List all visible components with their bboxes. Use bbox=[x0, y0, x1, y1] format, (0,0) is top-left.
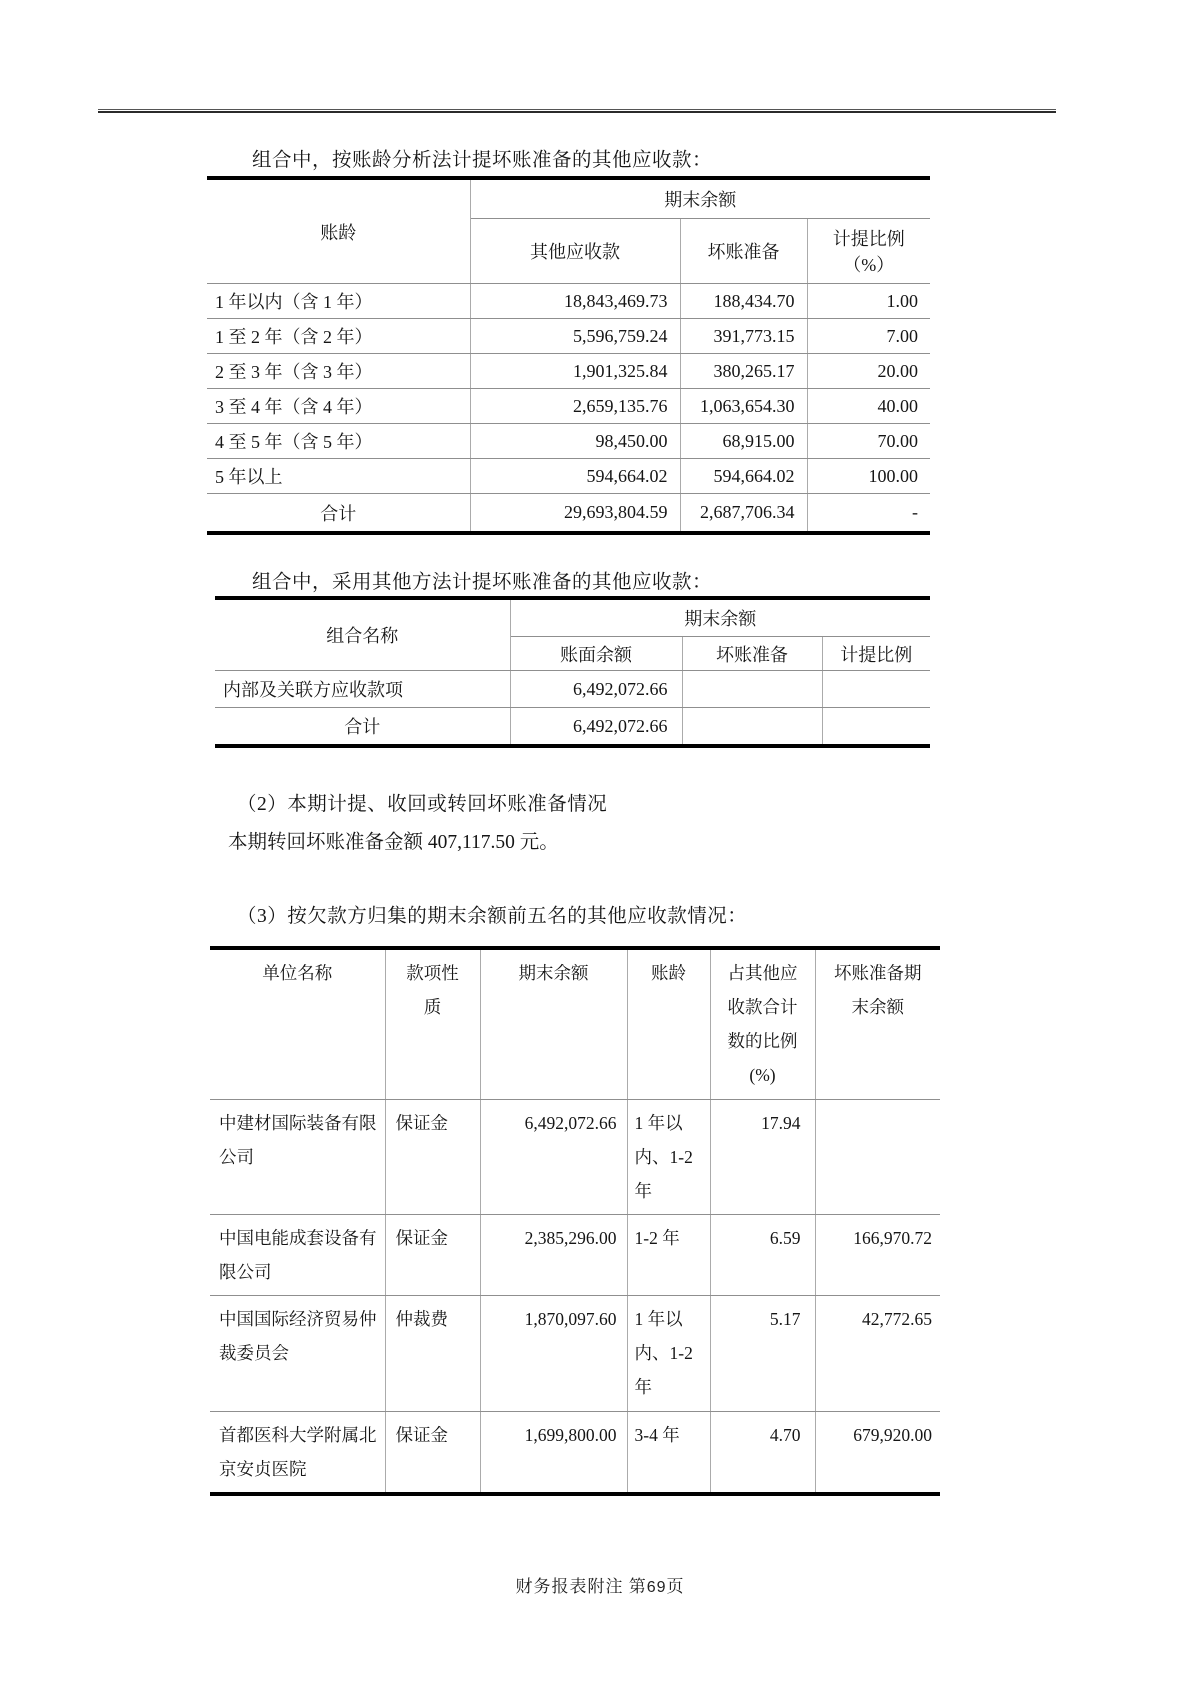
header-provision-ratio-line2: （%） bbox=[843, 255, 895, 275]
cell-ratio bbox=[822, 671, 930, 708]
header-pct-of-total-text: 占其他应收款合计数的比例(%) bbox=[727, 963, 798, 1086]
cell-provision: 594,664.02 bbox=[680, 459, 807, 494]
header-aging: 账龄 bbox=[627, 948, 710, 1099]
header-pct-of-total bbox=[710, 948, 815, 1099]
header-payment-nature bbox=[385, 948, 480, 1099]
header-provision-ratio: 计提比例 bbox=[822, 637, 930, 671]
footer-page-number: 69 bbox=[646, 1579, 667, 1596]
cell-provision: 68,915.00 bbox=[680, 424, 807, 459]
cell-unit-name: 首都医科大学附属北京安贞医院 bbox=[210, 1411, 385, 1494]
cell-ratio: 6.59 bbox=[710, 1214, 815, 1295]
cell-amount: 594,664.02 bbox=[470, 459, 680, 494]
cell-ratio: 20.00 bbox=[807, 354, 930, 389]
cell-amount: 1,901,325.84 bbox=[470, 354, 680, 389]
cell-payment-nature: 仲裁费 bbox=[385, 1296, 480, 1411]
header-bad-debt-provision: 坏账准备 bbox=[682, 637, 822, 671]
header-closing-balance: 期末余额 bbox=[480, 948, 627, 1099]
cell-balance: 6,492,072.66 bbox=[480, 1099, 627, 1214]
footer-suffix: 页 bbox=[666, 1577, 685, 1596]
table-header-row bbox=[210, 948, 940, 1099]
header-closing-balance-group: 期末余额 bbox=[470, 178, 930, 219]
header-aging: 账龄 bbox=[207, 178, 470, 284]
cell-aging: 1 年以内、1-2 年 bbox=[627, 1296, 710, 1411]
header-unit-name: 单位名称 bbox=[210, 948, 385, 1099]
table-row bbox=[207, 319, 930, 354]
cell-ratio: 5.17 bbox=[710, 1296, 815, 1411]
table-row bbox=[207, 354, 930, 389]
note2-heading: （2）本期计提、收回或转回坏账准备情况 bbox=[237, 794, 608, 815]
cell-unit-name: 中建材国际装备有限公司 bbox=[210, 1099, 385, 1214]
cell-provision: 188,434.70 bbox=[680, 284, 807, 319]
cell-provision: 380,265.17 bbox=[680, 354, 807, 389]
table-total-row bbox=[215, 708, 930, 747]
cell-provision: 391,773.15 bbox=[680, 319, 807, 354]
table-row bbox=[207, 459, 930, 494]
cell-amount: 2,659,135.76 bbox=[470, 389, 680, 424]
cell-ratio: 70.00 bbox=[807, 424, 930, 459]
cell-unit-name: 中国国际经济贸易仲裁委员会 bbox=[210, 1296, 385, 1411]
table-header-row bbox=[215, 598, 930, 637]
cell-provision bbox=[682, 671, 822, 708]
aging-analysis-table bbox=[207, 176, 930, 535]
cell-payment-nature: 保证金 bbox=[385, 1099, 480, 1214]
cell-provision: 679,920.00 bbox=[815, 1411, 940, 1494]
cell-aging: 1 年以内、1-2 年 bbox=[627, 1099, 710, 1214]
header-payment-nature-text: 款项性质 bbox=[406, 963, 459, 1018]
header-portfolio-name: 组合名称 bbox=[215, 598, 510, 671]
page-footer bbox=[0, 1572, 1200, 1597]
table-row bbox=[210, 1214, 940, 1295]
header-closing-balance-group: 期末余额 bbox=[510, 598, 930, 637]
table-row bbox=[210, 1099, 940, 1214]
cell-balance: 1,870,097.60 bbox=[480, 1296, 627, 1411]
table-row bbox=[215, 671, 930, 708]
page-header-rule bbox=[98, 109, 1056, 113]
cell-payment-nature: 保证金 bbox=[385, 1411, 480, 1494]
cell-aging: 3-4 年 bbox=[627, 1411, 710, 1494]
aging-table-title: 组合中，按账龄分析法计提坏账准备的其他应收款： bbox=[252, 150, 713, 171]
cell-age: 4 至 5 年（含 5 年） bbox=[207, 424, 470, 459]
cell-ratio: 40.00 bbox=[807, 389, 930, 424]
cell-total-ratio: - bbox=[807, 494, 930, 534]
other-method-table bbox=[215, 596, 930, 748]
table-row bbox=[207, 424, 930, 459]
note2-text: 本期转回坏账准备金额 407,117.50 元。 bbox=[228, 832, 559, 853]
cell-ratio: 1.00 bbox=[807, 284, 930, 319]
cell-age: 5 年以上 bbox=[207, 459, 470, 494]
cell-age: 1 年以内（含 1 年） bbox=[207, 284, 470, 319]
cell-payment-nature: 保证金 bbox=[385, 1214, 480, 1295]
cell-ratio: 17.94 bbox=[710, 1099, 815, 1214]
cell-amount: 98,450.00 bbox=[470, 424, 680, 459]
cell-aging: 1-2 年 bbox=[627, 1214, 710, 1295]
cell-age: 1 至 2 年（含 2 年） bbox=[207, 319, 470, 354]
header-bad-debt-provision: 坏账准备 bbox=[680, 219, 807, 284]
cell-amount: 18,843,469.73 bbox=[470, 284, 680, 319]
cell-total-label: 合计 bbox=[215, 708, 510, 747]
cell-balance: 1,699,800.00 bbox=[480, 1411, 627, 1494]
cell-amount: 6,492,072.66 bbox=[510, 671, 682, 708]
cell-age: 3 至 4 年（含 4 年） bbox=[207, 389, 470, 424]
note3-heading: （3）按欠款方归集的期末余额前五名的其他应收款情况： bbox=[237, 906, 748, 927]
table-header-row bbox=[207, 178, 930, 219]
table-row bbox=[207, 284, 930, 319]
cell-total-amount: 6,492,072.66 bbox=[510, 708, 682, 747]
table-row bbox=[210, 1296, 940, 1411]
cell-balance: 2,385,296.00 bbox=[480, 1214, 627, 1295]
header-provision-balance bbox=[815, 948, 940, 1099]
top-five-debtors-table bbox=[210, 946, 940, 1496]
other-method-table-title: 组合中，采用其他方法计提坏账准备的其他应收款： bbox=[252, 572, 713, 593]
cell-amount: 5,596,759.24 bbox=[470, 319, 680, 354]
cell-unit-name: 中国电能成套设备有限公司 bbox=[210, 1214, 385, 1295]
header-provision-ratio bbox=[807, 219, 930, 284]
header-provision-ratio-line1: 计提比例 bbox=[832, 229, 905, 249]
cell-total-ratio bbox=[822, 708, 930, 747]
table-total-row bbox=[207, 494, 930, 534]
cell-total-provision: 2,687,706.34 bbox=[680, 494, 807, 534]
cell-ratio: 7.00 bbox=[807, 319, 930, 354]
cell-total-label: 合计 bbox=[207, 494, 470, 534]
cell-provision: 166,970.72 bbox=[815, 1214, 940, 1295]
cell-total-amount: 29,693,804.59 bbox=[470, 494, 680, 534]
header-provision-balance-text: 坏账准备期末余额 bbox=[834, 963, 922, 1018]
header-other-receivables: 其他应收款 bbox=[470, 219, 680, 284]
cell-ratio: 4.70 bbox=[710, 1411, 815, 1494]
cell-ratio: 100.00 bbox=[807, 459, 930, 494]
cell-portfolio-name: 内部及关联方应收款项 bbox=[215, 671, 510, 708]
header-book-balance: 账面余额 bbox=[510, 637, 682, 671]
cell-provision: 1,063,654.30 bbox=[680, 389, 807, 424]
cell-total-provision bbox=[682, 708, 822, 747]
table-row bbox=[207, 389, 930, 424]
cell-provision bbox=[815, 1099, 940, 1214]
table-row bbox=[210, 1411, 940, 1494]
cell-age: 2 至 3 年（含 3 年） bbox=[207, 354, 470, 389]
footer-prefix: 财务报表附注 第 bbox=[515, 1577, 647, 1596]
cell-provision: 42,772.65 bbox=[815, 1296, 940, 1411]
